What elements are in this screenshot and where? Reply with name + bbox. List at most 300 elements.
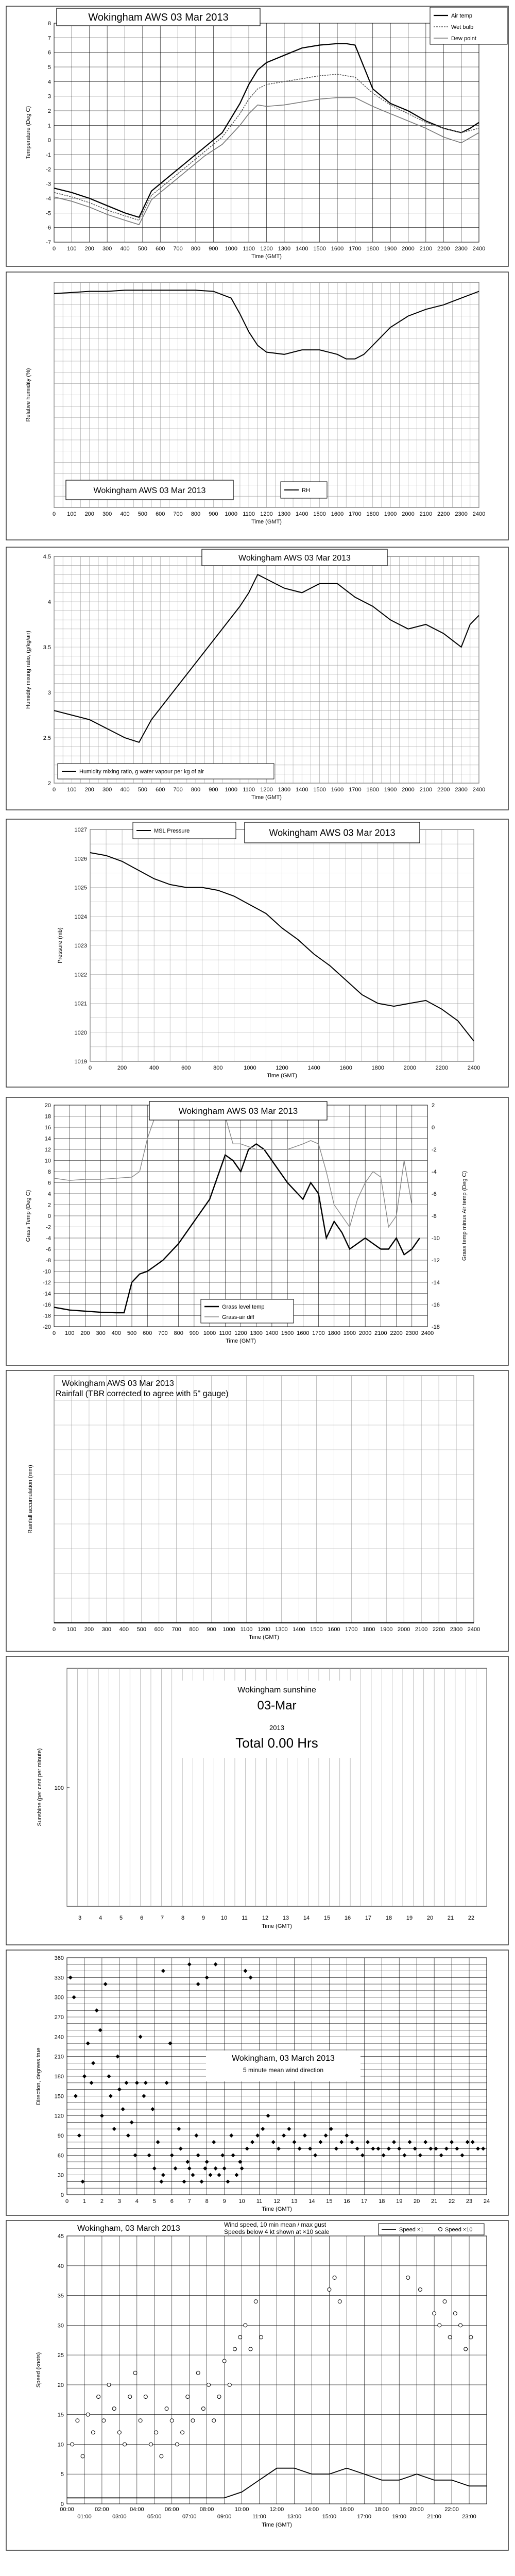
data-point <box>133 2371 137 2375</box>
y-tick-label: 8 <box>47 1169 51 1175</box>
x-tick-label: 200 <box>84 246 94 252</box>
x-tick-label: 700 <box>173 246 183 252</box>
x-tick-label: 1800 <box>371 1065 384 1071</box>
x-tick-label: 10 <box>220 1915 228 1921</box>
data-point <box>144 2395 147 2399</box>
x-axis-label: Time (GMT) <box>262 1923 292 1929</box>
x-tick-label: 1900 <box>384 511 397 517</box>
legend <box>58 764 274 779</box>
x-tick-label: 3 <box>78 1915 82 1921</box>
x-tick-label: 800 <box>191 246 201 252</box>
x-tick-label: 700 <box>158 1330 168 1336</box>
y2-axis-label: Grass temp minus Air temp (Deg C) <box>461 1171 468 1261</box>
y-tick-label: 3 <box>47 690 51 696</box>
data-point <box>160 2454 163 2458</box>
data-point <box>91 2431 95 2434</box>
x-tick-label: 2400 <box>467 1065 480 1071</box>
x-tick-label: 300 <box>102 787 112 793</box>
x-tick-label: 20:00 <box>409 2506 424 2513</box>
y-tick-label: 100 <box>54 1785 64 1791</box>
y-tick-label: 10 <box>57 2442 64 2448</box>
x-tick-label: 1200 <box>260 511 273 517</box>
chart-title: Wokingham, 03 March 2013 <box>77 2224 180 2233</box>
x-tick-label: 2400 <box>472 511 486 517</box>
x-tick-label: 1400 <box>296 511 308 517</box>
data-point <box>170 2419 174 2422</box>
legend-label: RH <box>302 487 310 494</box>
data-point <box>181 2431 184 2434</box>
x-tick-label: 02:00 <box>95 2506 109 2513</box>
chart-title: Wokingham AWS 03 Mar 2013 <box>62 1379 174 1388</box>
x-tick-label: 12 <box>273 2198 280 2205</box>
x-tick-label: 100 <box>67 787 77 793</box>
y-tick-label: 60 <box>57 2153 64 2159</box>
y-tick-label: 35 <box>57 2293 64 2299</box>
x-tick-label: 400 <box>120 787 130 793</box>
x-tick-label: 1000 <box>222 1626 235 1633</box>
data-point <box>175 2443 179 2446</box>
chart-panel-8 <box>6 1950 508 2215</box>
x-tick-label: 600 <box>156 511 165 517</box>
chart-title: Wokingham, 03 March 2013 <box>232 2054 335 2063</box>
x-tick-label: 15 <box>323 1915 331 1921</box>
x-tick-label: 1600 <box>331 246 344 252</box>
y-tick-label: 300 <box>54 1994 64 2001</box>
x-tick-label: 400 <box>120 246 130 252</box>
x-tick-label: 500 <box>136 1626 146 1633</box>
y-tick-label: -7 <box>46 240 51 246</box>
x-tick-label: 600 <box>181 1065 191 1071</box>
y-tick-label: 10 <box>44 1158 51 1164</box>
x-tick-label: 0 <box>52 1626 56 1633</box>
legend-label: Wet bulb <box>451 24 474 30</box>
data-point <box>128 2395 132 2399</box>
x-tick-label: 2000 <box>403 1065 417 1071</box>
x-tick-label: 8 <box>205 2198 209 2205</box>
y-tick-label: -16 <box>432 1302 440 1308</box>
x-tick-label: 2200 <box>437 511 450 517</box>
x-tick-label: 200 <box>84 787 94 793</box>
legend-label: Grass-air diff <box>222 1314 254 1320</box>
data-point <box>433 2312 436 2315</box>
x-tick-label: 08:00 <box>199 2506 214 2513</box>
chart-title: Wokingham AWS 03 Mar 2013 <box>93 486 206 495</box>
x-tick-label: 9 <box>222 2198 226 2205</box>
y-axis-label: Humidity mixing ratio, (g/kg/air) <box>25 631 31 709</box>
data-point <box>406 2276 410 2279</box>
x-tick-label: 5 <box>119 1915 123 1921</box>
x-tick-label: 6 <box>140 1915 144 1921</box>
y-tick-label: -8 <box>46 1258 51 1264</box>
data-point <box>107 2383 111 2386</box>
x-tick-label: 2300 <box>455 511 468 517</box>
chart-year: 2013 <box>269 1724 284 1732</box>
x-tick-label: 200 <box>117 1065 127 1071</box>
chart-subtitle: Rainfall (TBR corrected to agree with 5" gauge) <box>56 1389 229 1398</box>
y-tick-label: 30 <box>57 2323 64 2329</box>
y-tick-label: -4 <box>46 196 51 202</box>
y-tick-label: 1023 <box>74 943 87 949</box>
legend <box>281 482 327 498</box>
x-tick-label: 23:00 <box>462 2514 476 2520</box>
x-tick-label: 01:00 <box>77 2514 92 2520</box>
x-tick-label: 600 <box>156 787 165 793</box>
y-tick-label: 330 <box>54 1975 64 1981</box>
x-axis-label: Time (GMT) <box>251 253 282 260</box>
x-tick-label: 1000 <box>244 1065 256 1071</box>
y-axis-label: Sunshine (per cent per minute) <box>37 1748 43 1826</box>
x-axis-label: Time (GMT) <box>251 519 282 525</box>
x-tick-label: 2400 <box>472 246 486 252</box>
y-tick-label: -10 <box>43 1268 51 1275</box>
y-tick-label: 30 <box>57 2172 64 2179</box>
data-point <box>464 2347 468 2351</box>
x-tick-label: 11 <box>242 1915 248 1921</box>
x-tick-label: 05:00 <box>147 2514 162 2520</box>
y-tick-label: 3.5 <box>43 645 51 651</box>
x-tick-label: 200 <box>84 1626 94 1633</box>
x-tick-label: 7 <box>160 1915 164 1921</box>
chart-panel-2 <box>6 272 508 540</box>
x-tick-label: 2100 <box>419 787 433 793</box>
data-point <box>71 2443 74 2446</box>
y-tick-label: -2 <box>432 1147 437 1153</box>
y-axis-label: Pressure (mb) <box>57 927 63 963</box>
data-point <box>228 2383 231 2386</box>
y-axis-label: Rainfall accumulation (mm) <box>27 1465 33 1534</box>
data-point <box>201 2407 205 2411</box>
chart-title: Wokingham sunshine <box>237 1686 316 1694</box>
x-tick-label: 1700 <box>349 511 362 517</box>
data-point <box>207 2383 211 2386</box>
y-axis-label: Grass Temp (Deg C) <box>25 1190 31 1242</box>
y-tick-label: 1025 <box>74 885 87 891</box>
x-tick-label: 1800 <box>363 1626 375 1633</box>
data-point <box>123 2443 127 2446</box>
x-tick-label: 13 <box>291 2198 298 2205</box>
y-tick-label: 14 <box>44 1136 51 1142</box>
sunshine-total: Total 0.00 Hrs <box>235 1735 318 1751</box>
x-tick-label: 1400 <box>265 1330 279 1336</box>
chart-title: Wokingham AWS 03 Mar 2013 <box>238 553 351 563</box>
y-tick-label: -3 <box>46 181 51 188</box>
x-tick-label: 1500 <box>310 1626 323 1633</box>
y-tick-label: 1024 <box>74 913 87 920</box>
horizontal-gridlines <box>54 282 479 507</box>
x-tick-label: 1900 <box>384 787 397 793</box>
x-tick-label: 300 <box>101 1626 112 1633</box>
x-tick-label: 21 <box>447 1915 454 1921</box>
y-tick-label: -4 <box>432 1169 437 1175</box>
data-point <box>259 2335 263 2339</box>
x-tick-label: 20 <box>414 2198 420 2205</box>
data-point <box>238 2335 242 2339</box>
x-tick-label: 100 <box>67 246 77 252</box>
data-point <box>139 2419 142 2422</box>
x-tick-label: 19 <box>396 2198 403 2205</box>
x-tick-label: 0 <box>52 1330 56 1336</box>
x-tick-label: 600 <box>156 246 165 252</box>
x-tick-label: 12 <box>262 1915 269 1921</box>
data-point <box>453 2312 457 2315</box>
legend-label: Grass level temp <box>222 1304 265 1310</box>
x-tick-label: 1700 <box>349 787 362 793</box>
y-tick-label: 6 <box>47 49 51 56</box>
y-axis-label: Speed (knots) <box>36 2352 42 2388</box>
x-tick-label: 1300 <box>278 787 291 793</box>
data-point <box>154 2431 158 2434</box>
x-tick-label: 1700 <box>345 1626 358 1633</box>
x-tick-label: 2100 <box>374 1330 387 1336</box>
y-tick-label: 1021 <box>74 1001 87 1007</box>
x-tick-label: 1200 <box>260 787 273 793</box>
y-tick-label: 0 <box>47 137 51 144</box>
y-tick-label: -2 <box>46 166 51 173</box>
x-tick-label: 1500 <box>313 787 326 793</box>
data-point <box>97 2395 100 2399</box>
x-tick-label: 9 <box>201 1915 205 1921</box>
x-axis-label: Time (GMT) <box>262 2522 292 2528</box>
x-tick-label: 1700 <box>349 246 362 252</box>
x-tick-label: 700 <box>173 511 183 517</box>
x-tick-label: 24 <box>483 2198 490 2205</box>
y-tick-label: 20 <box>44 1103 51 1109</box>
x-tick-label: 800 <box>174 1330 183 1336</box>
x-tick-label: 1900 <box>343 1330 356 1336</box>
x-tick-label: 16 <box>344 2198 350 2205</box>
chart-title: Wokingham AWS 03 Mar 2013 <box>178 1106 298 1116</box>
legend-label: Dew point <box>451 36 476 42</box>
x-tick-label: 16 <box>344 1915 351 1921</box>
y-tick-label: 20 <box>57 2382 64 2388</box>
legend-label: Air temp <box>451 13 472 19</box>
x-tick-label: 1100 <box>243 246 255 252</box>
y-tick-label: 2 <box>47 781 51 787</box>
x-tick-label: 1200 <box>260 246 273 252</box>
chart-panel-9 <box>6 2221 508 2550</box>
x-tick-label: 17:00 <box>357 2514 372 2520</box>
chart-subtitle: Wind speed, 10 min mean / max gust <box>224 2221 327 2228</box>
x-tick-label: 11 <box>256 2198 263 2205</box>
x-tick-label: 1400 <box>293 1626 305 1633</box>
x-tick-label: 4 <box>135 2198 139 2205</box>
x-tick-label: 2200 <box>437 246 450 252</box>
x-tick-label: 07:00 <box>182 2514 197 2520</box>
y-tick-label: 18 <box>44 1113 51 1120</box>
x-tick-label: 1800 <box>328 1330 340 1336</box>
data-point <box>165 2407 168 2411</box>
x-tick-label: 800 <box>189 1626 199 1633</box>
x-tick-label: 6 <box>170 2198 174 2205</box>
x-tick-label: 1600 <box>339 1065 352 1071</box>
x-tick-label: 900 <box>189 1330 199 1336</box>
x-tick-label: 18 <box>379 2198 385 2205</box>
x-tick-label: 2000 <box>402 246 415 252</box>
y-tick-label: 0 <box>47 1213 51 1219</box>
x-tick-label: 100 <box>67 511 77 517</box>
data-point <box>81 2454 84 2458</box>
x-tick-label: 0 <box>52 787 56 793</box>
y-axis-label: Relative humidity (%) <box>25 368 31 422</box>
x-tick-label: 4 <box>98 1915 102 1921</box>
x-axis-label: Time (GMT) <box>262 2206 292 2212</box>
x-tick-label: 19 <box>406 1915 413 1921</box>
y-tick-label: 40 <box>57 2263 64 2269</box>
x-tick-label: 300 <box>96 1330 106 1336</box>
data-point <box>76 2419 79 2422</box>
data-point <box>112 2407 116 2411</box>
data-point <box>86 2413 90 2416</box>
x-tick-label: 11:00 <box>252 2514 266 2520</box>
x-axis-label: Time (GMT) <box>249 1634 279 1640</box>
data-point <box>222 2359 226 2363</box>
x-tick-label: 8 <box>181 1915 185 1921</box>
chart-panel-5 <box>6 1097 508 1365</box>
x-tick-label: 0 <box>52 511 56 517</box>
y-tick-label: -1 <box>46 152 51 158</box>
x-tick-label: 1500 <box>313 511 326 517</box>
x-tick-label: 2100 <box>415 1626 428 1633</box>
y-tick-label: 2 <box>47 1202 51 1209</box>
chart-title: Wokingham AWS 03 Mar 2013 <box>269 827 396 838</box>
horizontal-gridlines <box>54 1105 427 1327</box>
y-tick-label: 4 <box>47 79 51 86</box>
data-point <box>328 2288 331 2292</box>
legend-label: MSL Pressure <box>154 828 190 834</box>
y-tick-label: 210 <box>54 2054 64 2060</box>
data-point <box>186 2395 190 2399</box>
x-tick-label: 100 <box>65 1330 75 1336</box>
x-tick-label: 1000 <box>225 246 237 252</box>
x-tick-label: 400 <box>149 1065 159 1071</box>
x-tick-label: 1200 <box>276 1065 288 1071</box>
x-tick-label: 1400 <box>296 246 308 252</box>
data-point <box>254 2300 258 2303</box>
x-tick-label: 1100 <box>243 787 255 793</box>
y-tick-label: 270 <box>54 2014 64 2021</box>
x-tick-label: 900 <box>209 511 218 517</box>
data-point <box>333 2276 336 2279</box>
y-tick-label: -20 <box>43 1324 51 1330</box>
x-tick-label: 1000 <box>203 1330 216 1336</box>
y-tick-label: -18 <box>432 1324 440 1330</box>
x-tick-label: 13:00 <box>287 2514 302 2520</box>
y-tick-label: -2 <box>46 1224 51 1231</box>
y-tick-label: 90 <box>57 2133 64 2139</box>
x-tick-label: 15:00 <box>322 2514 337 2520</box>
x-tick-label: 1300 <box>250 1330 263 1336</box>
x-tick-label: 10 <box>238 2198 245 2205</box>
x-axis-label: Time (GMT) <box>226 1338 256 1344</box>
x-tick-label: 1300 <box>275 1626 288 1633</box>
x-tick-label: 800 <box>191 787 201 793</box>
x-tick-label: 1000 <box>225 787 237 793</box>
x-tick-label: 09:00 <box>217 2514 232 2520</box>
legend <box>133 822 236 839</box>
x-tick-label: 16:00 <box>339 2506 354 2513</box>
legend <box>201 1299 294 1323</box>
x-tick-label: 22:00 <box>444 2506 459 2513</box>
y-tick-label: 0 <box>432 1125 435 1131</box>
data-point <box>117 2431 121 2434</box>
x-tick-label: 14:00 <box>304 2506 319 2513</box>
x-tick-label: 2200 <box>390 1330 403 1336</box>
y-tick-label: 1019 <box>74 1059 87 1065</box>
data-point <box>191 2419 195 2422</box>
x-tick-label: 00:00 <box>60 2506 74 2513</box>
y-tick-label: 15 <box>57 2412 64 2418</box>
x-tick-label: 1500 <box>281 1330 294 1336</box>
chart-panel-4 <box>6 819 508 1087</box>
y-tick-label: -18 <box>43 1313 51 1319</box>
x-tick-label: 400 <box>120 511 130 517</box>
x-tick-label: 800 <box>191 511 201 517</box>
data-point <box>443 2300 447 2303</box>
x-tick-label: 1800 <box>366 787 379 793</box>
y-tick-label: 150 <box>54 2093 64 2100</box>
x-tick-label: 2000 <box>402 787 415 793</box>
legend-label: Speed ×1 <box>399 2227 424 2233</box>
chart-subtitle: 03-Mar <box>257 1699 297 1713</box>
y-tick-label: -5 <box>46 210 51 217</box>
y-tick-label: 45 <box>57 2233 64 2240</box>
chart-panel-3 <box>6 547 508 810</box>
x-tick-label: 21 <box>431 2198 438 2205</box>
y-tick-label: 4.5 <box>43 554 51 560</box>
x-tick-label: 20 <box>426 1915 434 1921</box>
x-tick-label: 2400 <box>472 787 486 793</box>
x-tick-label: 22 <box>448 2198 455 2205</box>
x-tick-label: 03:00 <box>112 2514 127 2520</box>
x-tick-label: 1800 <box>366 246 379 252</box>
y-tick-label: 360 <box>54 1955 64 1961</box>
x-tick-label: 300 <box>102 246 112 252</box>
x-tick-label: 21:00 <box>427 2514 441 2520</box>
legend <box>379 2224 484 2235</box>
y-tick-label: -6 <box>432 1191 437 1197</box>
y-tick-label: -6 <box>46 225 51 231</box>
x-tick-label: 13 <box>282 1915 289 1921</box>
x-tick-label: 1600 <box>297 1330 310 1336</box>
x-tick-label: 300 <box>102 511 112 517</box>
x-tick-label: 1900 <box>384 246 397 252</box>
x-tick-label: 400 <box>119 1626 129 1633</box>
x-tick-label: 900 <box>209 787 218 793</box>
x-tick-label: 0 <box>52 246 56 252</box>
y-tick-label: 2 <box>47 108 51 114</box>
x-tick-label: 1600 <box>328 1626 340 1633</box>
y-tick-label: -10 <box>432 1235 440 1242</box>
y-axis-label: Temperature (Deg C) <box>25 106 31 160</box>
y-tick-label: 5 <box>47 64 51 71</box>
x-tick-label: 2400 <box>467 1626 480 1633</box>
x-tick-label: 7 <box>187 2198 191 2205</box>
data-point <box>459 2324 462 2327</box>
x-tick-label: 3 <box>117 2198 121 2205</box>
chart-title: Wokingham AWS 03 Mar 2013 <box>88 12 229 24</box>
x-tick-label: 2000 <box>358 1330 372 1336</box>
x-tick-label: 800 <box>213 1065 223 1071</box>
y-tick-label: 4 <box>47 1191 51 1197</box>
x-tick-label: 19:00 <box>392 2514 406 2520</box>
x-tick-label: 10:00 <box>234 2506 249 2513</box>
data-point <box>217 2395 221 2399</box>
x-tick-label: 500 <box>138 511 148 517</box>
x-tick-label: 1500 <box>313 246 326 252</box>
legend <box>430 7 507 44</box>
y-tick-label: 2.5 <box>43 735 51 741</box>
data-point <box>212 2419 216 2422</box>
